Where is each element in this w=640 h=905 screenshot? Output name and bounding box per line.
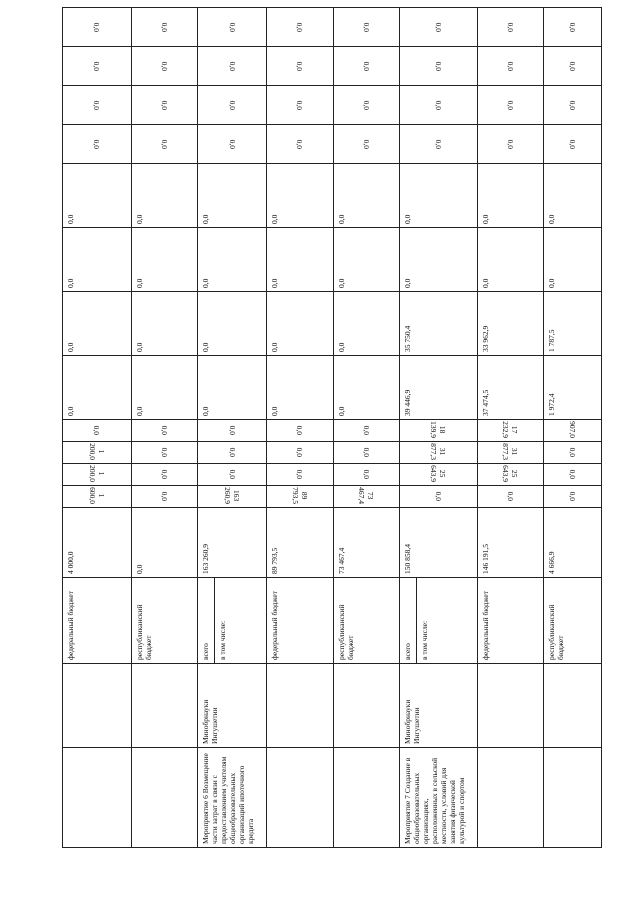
year-value-cell bbox=[267, 420, 334, 442]
executor-cell bbox=[544, 664, 602, 748]
zero-value-cell-text: 0,0 bbox=[227, 61, 237, 71]
event-cell bbox=[333, 748, 400, 848]
executor-cell bbox=[267, 664, 334, 748]
executor-cell bbox=[131, 664, 198, 748]
source-cell bbox=[131, 578, 198, 664]
zero-value-cell bbox=[267, 8, 334, 47]
zero-value-cell-text: 0,0 bbox=[160, 22, 170, 32]
zero-value-cell-text: 0,0 bbox=[505, 61, 515, 71]
zero-value-cell bbox=[198, 8, 267, 47]
year-value-cell-text: 0,0 bbox=[227, 469, 237, 480]
source-sub-label: в том числе: bbox=[214, 578, 227, 663]
mid-value-cell: 0,0 bbox=[131, 356, 198, 420]
zero-value-cell bbox=[267, 47, 334, 86]
year-value-cell-text: 0,0 bbox=[433, 491, 443, 502]
table-row bbox=[63, 8, 132, 848]
year-value-cell-text: 0,0 bbox=[295, 469, 305, 480]
year-value-cell bbox=[131, 420, 198, 442]
event-cell bbox=[63, 748, 132, 848]
mid-value-cell: 0,0 bbox=[198, 356, 267, 420]
year-value-cell-text: 89 793,5 bbox=[290, 487, 309, 504]
mid-value-cell: 0,0 bbox=[400, 228, 478, 292]
year-value-cell-text: 25 643,9 bbox=[501, 465, 520, 482]
zero-value-cell-text: 0,0 bbox=[433, 22, 443, 32]
source-label: республиканский бюджет bbox=[547, 604, 566, 660]
year-value-cell-text: 1 200,0 bbox=[87, 465, 106, 482]
zero-value-cell bbox=[333, 47, 400, 86]
executor-cell: Минобрнауки Ингушетии bbox=[400, 664, 478, 748]
year-value-cell bbox=[131, 442, 198, 464]
zero-value-cell-text: 0,0 bbox=[295, 100, 305, 110]
source-label: всего bbox=[403, 643, 413, 660]
year-value-cell bbox=[198, 442, 267, 464]
year-value-cell bbox=[477, 420, 544, 442]
year-value-cell bbox=[198, 486, 267, 508]
zero-value-cell bbox=[400, 8, 478, 47]
zero-value-cell-text: 0,0 bbox=[433, 61, 443, 71]
zero-value-cell-text: 0,0 bbox=[92, 139, 102, 149]
mid-value-cell: 33 962,9 bbox=[477, 292, 544, 356]
total-cell: 150 858,4 bbox=[400, 508, 478, 578]
year-value-cell-text: 163 260,9 bbox=[223, 487, 242, 504]
year-value-cell-text: 0,0 bbox=[568, 447, 578, 458]
zero-value-cell-text: 0,0 bbox=[433, 139, 443, 149]
total-cell: 146 191,5 bbox=[477, 508, 544, 578]
mid-value-cell: 0,0 bbox=[544, 164, 602, 228]
zero-value-cell-text: 0,0 bbox=[433, 100, 443, 110]
mid-value-cell: 0,0 bbox=[333, 228, 400, 292]
year-value-cell-text: 0,0 bbox=[295, 425, 305, 436]
event-cell bbox=[544, 748, 602, 848]
year-value-cell bbox=[544, 442, 602, 464]
year-value-cell-text: 0,0 bbox=[92, 425, 102, 436]
zero-value-cell bbox=[63, 86, 132, 125]
mid-value-cell: 0,0 bbox=[477, 164, 544, 228]
zero-value-cell-text: 0,0 bbox=[92, 22, 102, 32]
source-label: республиканский бюджет bbox=[134, 604, 153, 660]
zero-value-cell bbox=[477, 8, 544, 47]
zero-value-cell-text: 0,0 bbox=[505, 139, 515, 149]
mid-value-cell: 0,0 bbox=[333, 164, 400, 228]
year-value-cell-text: 0,0 bbox=[568, 469, 578, 480]
zero-value-cell-text: 0,0 bbox=[505, 22, 515, 32]
year-value-cell-text: 18 139,9 bbox=[429, 421, 448, 438]
year-value-cell bbox=[544, 420, 602, 442]
source-label: федеральный бюджет bbox=[480, 590, 490, 660]
zero-value-cell-text: 0,0 bbox=[160, 61, 170, 71]
zero-value-cell bbox=[131, 125, 198, 164]
executor-cell bbox=[63, 664, 132, 748]
year-value-cell bbox=[198, 420, 267, 442]
table-row bbox=[198, 8, 267, 848]
table-row bbox=[131, 8, 198, 848]
zero-value-cell-text: 0,0 bbox=[92, 61, 102, 71]
zero-value-cell-text: 0,0 bbox=[361, 139, 371, 149]
zero-value-cell-text: 0,0 bbox=[568, 100, 578, 110]
zero-value-cell bbox=[131, 47, 198, 86]
zero-value-cell bbox=[267, 125, 334, 164]
year-value-cell bbox=[333, 464, 400, 486]
zero-value-cell-text: 0,0 bbox=[92, 100, 102, 110]
zero-value-cell bbox=[333, 86, 400, 125]
event-cell bbox=[267, 748, 334, 848]
year-value-cell bbox=[198, 464, 267, 486]
zero-value-cell-text: 0,0 bbox=[568, 139, 578, 149]
mid-value-cell: 0,0 bbox=[63, 164, 132, 228]
year-value-cell bbox=[63, 486, 132, 508]
year-value-cell-text: 0,0 bbox=[160, 469, 170, 480]
year-value-cell bbox=[131, 486, 198, 508]
year-value-cell-text: 0,0 bbox=[227, 425, 237, 436]
zero-value-cell bbox=[333, 8, 400, 47]
zero-value-cell-text: 0,0 bbox=[160, 100, 170, 110]
executor-cell bbox=[333, 664, 400, 748]
year-value-cell bbox=[333, 442, 400, 464]
zero-value-cell-text: 0,0 bbox=[505, 100, 515, 110]
source-label: федеральный бюджет bbox=[270, 590, 280, 660]
mid-value-cell: 1 787,5 bbox=[544, 292, 602, 356]
mid-value-cell: 0,0 bbox=[267, 228, 334, 292]
zero-value-cell-text: 0,0 bbox=[568, 22, 578, 32]
year-value-cell bbox=[477, 442, 544, 464]
zero-value-cell bbox=[267, 86, 334, 125]
year-value-cell bbox=[63, 464, 132, 486]
year-value-cell bbox=[63, 420, 132, 442]
source-label: федеральный бюджет bbox=[66, 590, 75, 660]
zero-value-cell bbox=[544, 86, 602, 125]
zero-value-cell-text: 0,0 bbox=[295, 139, 305, 149]
total-cell: 4 666,9 bbox=[544, 508, 602, 578]
zero-value-cell-text: 0,0 bbox=[227, 100, 237, 110]
zero-value-cell bbox=[131, 8, 198, 47]
zero-value-cell-text: 0,0 bbox=[361, 100, 371, 110]
zero-value-cell-text: 0,0 bbox=[160, 139, 170, 149]
year-value-cell-text: 0,0 bbox=[227, 447, 237, 458]
zero-value-cell bbox=[477, 47, 544, 86]
source-cell bbox=[63, 578, 132, 664]
zero-value-cell bbox=[198, 86, 267, 125]
source-cell bbox=[544, 578, 602, 664]
year-value-cell-text: 0,0 bbox=[361, 469, 371, 480]
zero-value-cell-text: 0,0 bbox=[227, 139, 237, 149]
zero-value-cell bbox=[400, 125, 478, 164]
year-value-cell bbox=[400, 420, 478, 442]
mid-value-cell: 0,0 bbox=[267, 292, 334, 356]
zero-value-cell bbox=[477, 86, 544, 125]
table-row bbox=[333, 8, 400, 848]
year-value-cell bbox=[267, 486, 334, 508]
mid-value-cell: 37 474,5 bbox=[477, 356, 544, 420]
source-label: всего bbox=[201, 643, 211, 660]
year-value-cell-text: 0,0 bbox=[361, 425, 371, 436]
table-row bbox=[544, 8, 602, 848]
zero-value-cell bbox=[63, 125, 132, 164]
zero-value-cell bbox=[198, 125, 267, 164]
year-value-cell-text: 0,0 bbox=[160, 491, 170, 502]
year-value-cell bbox=[267, 464, 334, 486]
zero-value-cell-text: 0,0 bbox=[568, 61, 578, 71]
event-cell bbox=[131, 748, 198, 848]
mid-value-cell: 0,0 bbox=[63, 228, 132, 292]
year-value-cell bbox=[544, 464, 602, 486]
year-value-cell bbox=[477, 486, 544, 508]
year-value-cell-text: 0,0 bbox=[160, 425, 170, 436]
mid-value-cell: 0,0 bbox=[267, 356, 334, 420]
year-value-cell-text: 0,0 bbox=[361, 447, 371, 458]
year-value-cell-text: 907,0 bbox=[568, 421, 578, 438]
total-cell: 163 260,9 bbox=[198, 508, 267, 578]
total-cell: 73 467,4 bbox=[333, 508, 400, 578]
year-value-cell-text: 0,0 bbox=[505, 491, 515, 502]
year-value-cell-text: 31 877,3 bbox=[501, 443, 520, 460]
mid-value-cell: 0,0 bbox=[477, 228, 544, 292]
event-cell: Мероприятие 7 Создание в общеобразовательных организациях, расположенных в сельской местности, условий для занятия физической культурой и спортом bbox=[400, 748, 478, 848]
year-value-cell bbox=[477, 464, 544, 486]
executor-cell bbox=[477, 664, 544, 748]
mid-value-cell: 0,0 bbox=[333, 356, 400, 420]
mid-value-cell: 0,0 bbox=[131, 292, 198, 356]
budget-table bbox=[62, 7, 602, 848]
mid-value-cell: 0,0 bbox=[333, 292, 400, 356]
zero-value-cell bbox=[131, 86, 198, 125]
zero-value-cell bbox=[544, 8, 602, 47]
zero-value-cell bbox=[63, 47, 132, 86]
source-cell bbox=[198, 578, 267, 664]
zero-value-cell-text: 0,0 bbox=[295, 22, 305, 32]
year-value-cell bbox=[544, 486, 602, 508]
year-value-cell-text: 17 232,9 bbox=[501, 421, 520, 438]
zero-value-cell bbox=[544, 47, 602, 86]
source-sub-label: в том числе: bbox=[416, 578, 429, 663]
zero-value-cell bbox=[544, 125, 602, 164]
rotated-page bbox=[62, 22, 602, 848]
zero-value-cell bbox=[333, 125, 400, 164]
zero-value-cell-text: 0,0 bbox=[361, 61, 371, 71]
mid-value-cell: 0,0 bbox=[131, 164, 198, 228]
table-row bbox=[400, 8, 478, 848]
year-value-cell bbox=[63, 442, 132, 464]
year-value-cell bbox=[333, 486, 400, 508]
zero-value-cell-text: 0,0 bbox=[361, 22, 371, 32]
zero-value-cell bbox=[477, 125, 544, 164]
mid-value-cell: 0,0 bbox=[198, 228, 267, 292]
mid-value-cell: 0,0 bbox=[198, 292, 267, 356]
mid-value-cell: 1 972,4 bbox=[544, 356, 602, 420]
source-cell bbox=[267, 578, 334, 664]
event-cell bbox=[477, 748, 544, 848]
year-value-cell-text: 1 600,0 bbox=[87, 487, 106, 504]
mid-value-cell: 0,0 bbox=[544, 228, 602, 292]
mid-value-cell: 0,0 bbox=[267, 164, 334, 228]
mid-value-cell: 0,0 bbox=[400, 164, 478, 228]
year-value-cell bbox=[131, 464, 198, 486]
event-cell: Мероприятие 6 Возмещение части затрат в связи с предоставлением учителям общеобразовательных организаций ипотечного кредита bbox=[198, 748, 267, 848]
zero-value-cell-text: 0,0 bbox=[227, 22, 237, 32]
total-cell: 0,0 bbox=[131, 508, 198, 578]
executor-cell: Минобрнауки Ингушетии bbox=[198, 664, 267, 748]
total-cell: 4 000,0 bbox=[63, 508, 132, 578]
mid-value-cell: 0,0 bbox=[63, 356, 132, 420]
zero-value-cell bbox=[400, 86, 478, 125]
source-cell bbox=[477, 578, 544, 664]
year-value-cell-text: 0,0 bbox=[295, 447, 305, 458]
year-value-cell bbox=[400, 486, 478, 508]
mid-value-cell: 39 446,9 bbox=[400, 356, 478, 420]
zero-value-cell bbox=[63, 8, 132, 47]
source-label: республиканский бюджет bbox=[336, 604, 355, 660]
year-value-cell-text: 1 200,0 bbox=[87, 443, 106, 460]
mid-value-cell: 0,0 bbox=[131, 228, 198, 292]
zero-value-cell-text: 0,0 bbox=[295, 61, 305, 71]
mid-value-cell: 0,0 bbox=[198, 164, 267, 228]
zero-value-cell bbox=[198, 47, 267, 86]
year-value-cell-text: 0,0 bbox=[160, 447, 170, 458]
mid-value-cell: 0,0 bbox=[63, 292, 132, 356]
year-value-cell bbox=[400, 442, 478, 464]
year-value-cell-text: 31 877,3 bbox=[429, 443, 448, 460]
total-cell: 89 793,5 bbox=[267, 508, 334, 578]
source-cell bbox=[333, 578, 400, 664]
source-cell bbox=[400, 578, 478, 664]
year-value-cell-text: 25 643,9 bbox=[429, 465, 448, 482]
year-value-cell bbox=[333, 420, 400, 442]
year-value-cell-text: 0,0 bbox=[568, 491, 578, 502]
year-value-cell bbox=[400, 464, 478, 486]
year-value-cell-text: 73 467,4 bbox=[357, 487, 376, 504]
year-value-cell bbox=[267, 442, 334, 464]
table-row bbox=[477, 8, 544, 848]
zero-value-cell bbox=[400, 47, 478, 86]
mid-value-cell: 35 750,4 bbox=[400, 292, 478, 356]
table-row bbox=[267, 8, 334, 848]
